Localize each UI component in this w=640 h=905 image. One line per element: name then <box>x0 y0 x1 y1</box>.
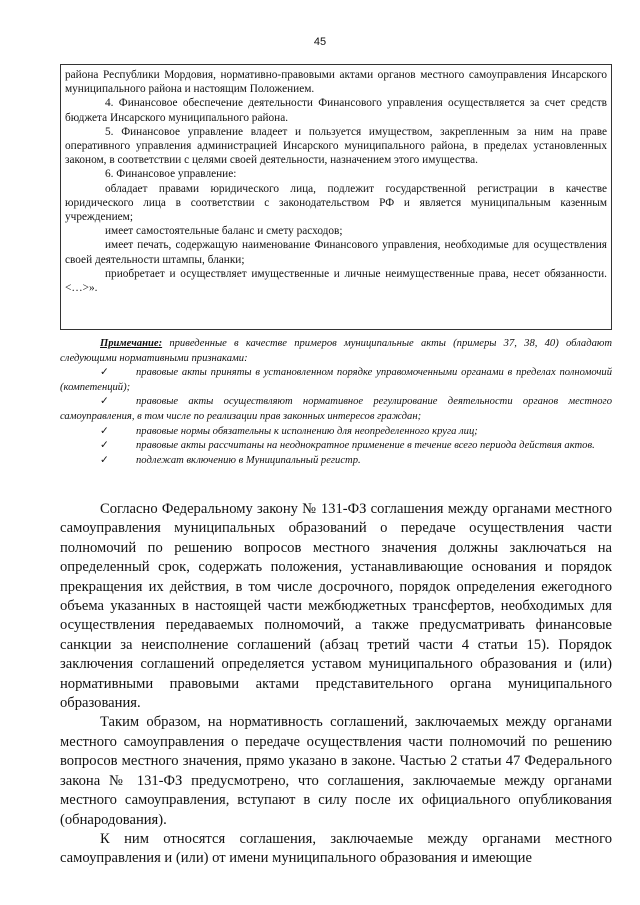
note-item-text: правовые акты осуществляют нормативное регулирование деятельности органов местного самоуправления, в том числе по реализации прав законных интересов граждан; <box>60 396 612 422</box>
main-text <box>60 500 612 869</box>
box-paragraph: района Республики Мордовия, нормативно-правовыми актами органов местного самоуправления Инсарского муниципального района и настоящим Положением. <box>65 69 607 96</box>
note-item <box>60 439 612 454</box>
box-paragraph: 6. Финансовое управление: <box>105 168 237 181</box>
box-paragraph: имеет самостоятельные баланс и смету расходов; <box>105 225 343 238</box>
checkmark-icon: ✓ <box>100 367 109 379</box>
checkmark-icon: ✓ <box>100 454 109 466</box>
note-lead <box>60 337 612 366</box>
note-item-text: правовые нормы обязательны к исполнению для неопределенного круга лиц; <box>136 425 478 437</box>
note-label: Примечание: <box>100 338 163 349</box>
note-lead-text: приведенные в качестве примеров муниципальные акты (примеры 37, 38, 40) обладают следующими нормативными признаками: <box>60 338 612 364</box>
note-item-text: правовые акты рассчитаны на неоднократное применение в течение всего периода действия актов. <box>136 440 595 452</box>
note-item-text: правовые акты приняты в установленном порядке управомоченными органами в пределах полномочий (компетенций); <box>60 367 612 393</box>
checkmark-icon: ✓ <box>100 425 109 437</box>
checkmark-icon: ✓ <box>100 440 109 452</box>
note-item-text: подлежат включению в Муниципальный регистр. <box>136 454 361 466</box>
note-item <box>60 366 612 395</box>
main-paragraph: Таким образом, на нормативность соглашений, заключаемых между органами местного самоуправления о передаче осуществления части полномочий по решению вопросов местного значения, прямо указано в законе. Частью 2 статьи 47 Федерального закона № 131-ФЗ предусмотрено, что соглашения, заключаемые между органами местного самоуправления, вступают в силу после их официального опубликования (обнародования). <box>60 714 612 828</box>
main-paragraph: К ним относятся соглашения, заключаемые между органами местного самоуправления и (или) от имени муниципального образования и имеющие <box>60 830 612 867</box>
box-paragraph: обладает правами юридического лица, подлежит государственной регистрации в качестве юридического лица в соответствии с законодательством РФ и является муниципальным казенным учреждением; <box>65 182 607 224</box>
box-paragraph: 4. Финансовое обеспечение деятельности Финансового управления осуществляется за счет средств бюджета Инсарского муниципального района. <box>65 97 607 124</box>
quoted-regulation-box <box>60 64 612 330</box>
note-item <box>60 425 612 440</box>
page-number: 45 <box>313 36 327 48</box>
box-paragraph: приобретает и осуществляет имущественные и личные неимущественные права, несет обязанности.<…>». <box>65 267 607 295</box>
checkmark-icon: ✓ <box>100 396 109 408</box>
box-paragraph: имеет печать, содержащую наименование Финансового управления, необходимые для осуществления своей деятельности штампы, бланки; <box>65 239 607 266</box>
note-block <box>60 337 612 468</box>
box-paragraph: 5. Финансовое управление владеет и пользуется имуществом, закрепленным за ним на праве оперативного управления администрацией Инсарского муниципального района, в пределах установленных законом, в соответствии с целями своей деятельности, назначением этого имущества. <box>65 125 607 167</box>
main-paragraph: Согласно Федеральному закону № 131-ФЗ соглашения между органами местного самоуправления муниципальных образований о передаче осуществления части полномочий по решению вопросов местного значения должны заключаться на определенный срок, содержать положения, устанавливающие основания и порядок прекращения их действия, в том числе досрочного, порядок определения ежегодного объема указанных в настоящей части межбюджетных трансфертов, необходимых для осуществления передаваемых полномочий, а также предусматривать финансовые санкции за неисполнение соглашений (абзац третий части 4 статьи 15). Порядок заключения соглашений определяется уставом муниципального образования и (или) нормативными правовыми актами представительного органа муниципального образования. <box>60 501 612 712</box>
note-item <box>60 395 612 424</box>
note-item <box>60 454 612 469</box>
